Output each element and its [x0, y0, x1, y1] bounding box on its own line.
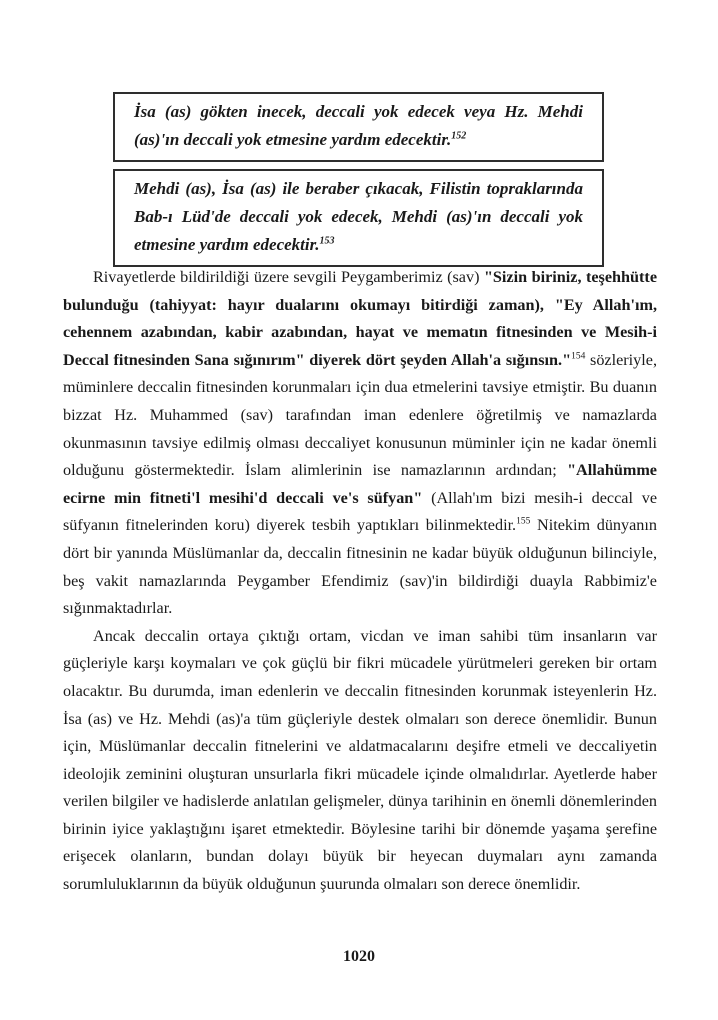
quote-1-footnote-ref: 152 — [451, 130, 467, 142]
page-number: 1020 — [343, 948, 375, 965]
quote-1-text: İsa (as) gökten inecek, deccali yok edecek veya Hz. Mehdi (as)'ın deccali yok etmesine yardım edecektir. — [134, 102, 583, 149]
quote-box-2 — [113, 169, 604, 267]
quote-box-1 — [113, 92, 604, 162]
body-text — [63, 264, 657, 899]
body-paragraph-1: Rivayetlerde bildirildiği üzere sevgili Peygamberimiz (sav) "Sizin biriniz, teşehhütte bulunduğu (tahiyyat: hayır dualarını okumayı bitirdiği zaman), "Ey Allah'ım, cehennem azabından, kabir azabından, hayat ve mematın fitnesinden ve Mesih-i Deccal fitnesinden Sana sığınırım" diyerek dört şeyden Allah'a sığınsın."$^{154}$ sözleriyle, müminlere deccalin fitnesinden korunmaları için dua etmelerini tavsiye etmiştir. Bu duanın bizzat Hz. Muhammed (sav) tarafından iman edenlere öğretilmiş ve namazlarda okunmasının tavsiye edilmiş olması deccaliyet konusunun müminler için ne kadar önemli olduğunu göstermektedir. İslam alimlerinin ise namazlarının ardından; "Allahümme ecirne min fitneti'l mesihi'd deccali ve's süfyan" (Allah'ım bizi mesih-i deccal ve süfyanın fitnelerinden koru) diyerek tesbih yaptıkları bilinmektedir.$^{155}$ Nitekim dünyanın dört bir yanında Müslümanlar da, deccalin fitnesinin ne kadar büyük olduğunun bilinciyle, beş vakit namazlarında Peygamber Efendimiz (sav)'in bildirdiği duayla Rabbimiz'e sığınmaktadırlar. — [63, 268, 658, 618]
body-paragraph-2: Ancak deccalin ortaya çıktığı ortam, vicdan ve iman sahibi tüm insanların var güçleriyle karşı koymaları ve çok güçlü bir fikri mücadele yürütmeleri gereken bir ortam olacaktır. Bu durumda, iman edenlerin ve deccalin fitnesinden korunmak isteyenlerin Hz. İsa (as) ve Hz. Mehdi (as)'a tüm güçleriyle destek olmaları son derece önemlidir. Bunun için, Müslümanlar deccalin fitnelerini ve aldatmacalarını deşifre etmeli ve deccaliyetin ideolojik zeminini oluşturan unsurlarla fikri mücadele içinde olmalıdırlar. Ayetlerde haber verilen bilgiler ve hadislerde anlatılan gelişmeler, dünya tarihinin en önemli dönemlerinden birinin iyice yaklaştığını işaret etmektedir. Böylesine tarihi bir dönemde yaşama şerefine erişecek olanların, bundan dolayı büyük bir heyecan duymaları aynı zamanda sorumluluklarının da büyük olduğunun şuurunda olmaları son derece önemlidir. — [63, 626, 657, 894]
quote-2-footnote-ref: 153 — [319, 235, 335, 247]
quote-2-text: Mehdi (as), İsa (as) ile beraber çıkacak, Filistin topraklarında Bab-ı Lüd'de deccali yok edecek, Mehdi (as)'ın deccali yok etmesine yardım edecektir. — [134, 179, 583, 254]
